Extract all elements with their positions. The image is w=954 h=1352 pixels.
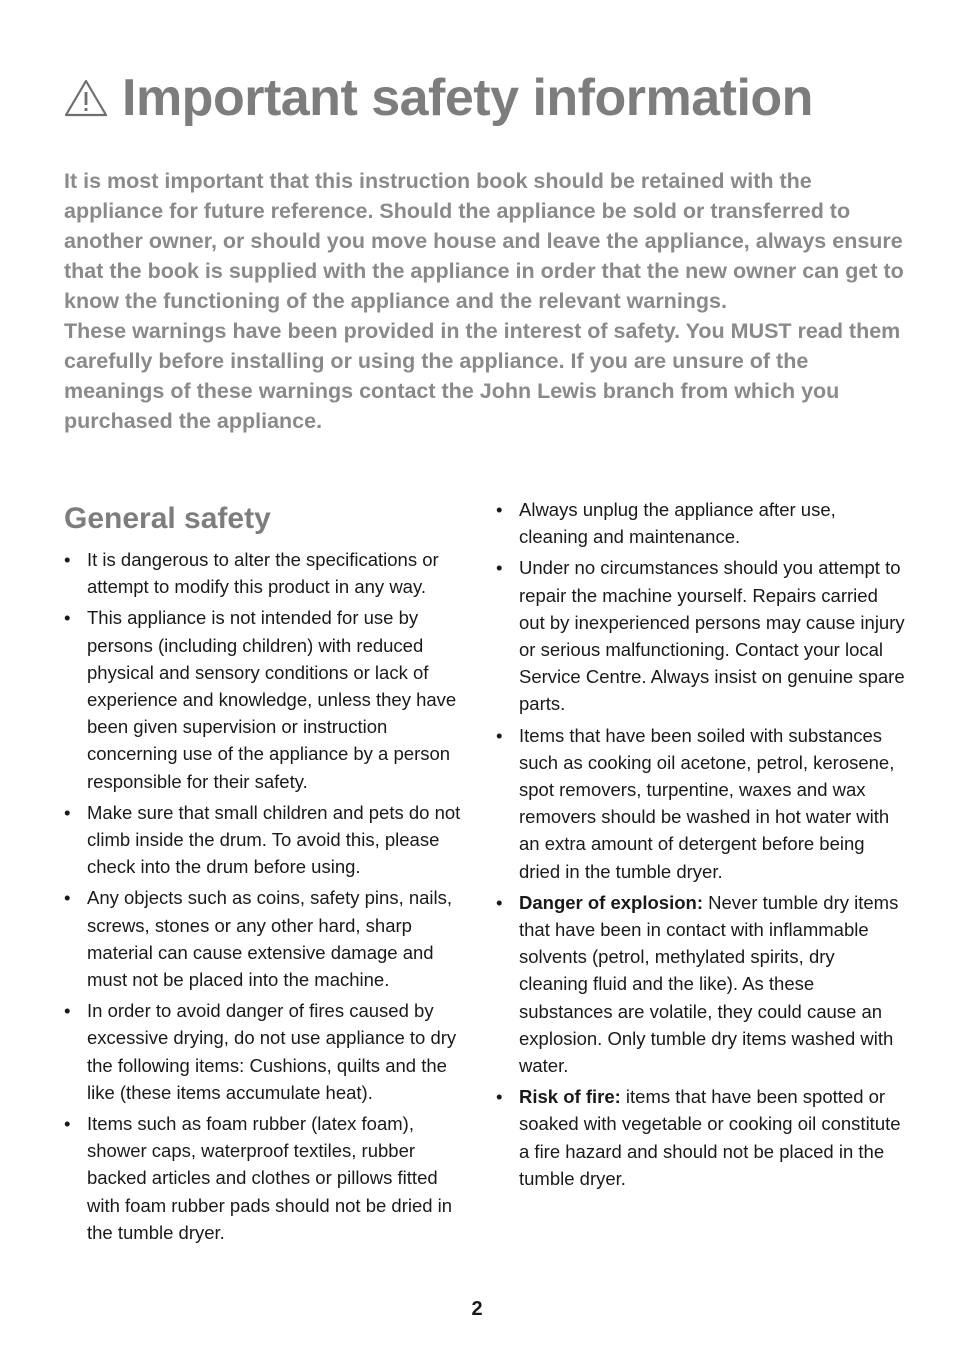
bullet-icon: •: [496, 1086, 503, 1108]
bullet-icon: •: [64, 1113, 71, 1135]
list-item: • Any objects such as coins, safety pins, nails, screws, stones or any other hard, sharp material can cause extensive damage and must not be placed into the machine.: [64, 884, 474, 993]
bullet-icon: •: [64, 887, 71, 909]
bullet-icon: •: [496, 557, 503, 579]
title-row: [64, 68, 813, 128]
list-item: • Always unplug the appliance after use, cleaning and maintenance.: [496, 496, 906, 550]
list-item: • Make sure that small children and pets do not climb inside the drum. To avoid this, please check into the drum before using.: [64, 799, 474, 881]
section-heading: General safety: [64, 502, 271, 535]
bullet-icon: •: [64, 549, 71, 570]
list-item: • Items such as foam rubber (latex foam), shower caps, waterproof textiles, rubber backed articles and clothes or pillows fitted with foam rubber pads should not be dried in the tumble dryer.: [64, 1110, 474, 1246]
bullet-icon: •: [496, 499, 503, 520]
bullet-icon: •: [64, 1000, 71, 1022]
bullet-icon: •: [496, 891, 503, 913]
left-column: [64, 496, 474, 1250]
warning-triangle-icon: [64, 78, 108, 118]
page-title: Important safety information: [122, 69, 813, 127]
list-item: • Items that have been soiled with substances such as cooking oil acetone, petrol, kerosene, spot removers, turpentine, waxes and wax removers should be washed in hot water with an extra amount of detergent before being dried in the tumble dryer.: [496, 722, 906, 885]
list-item: • In order to avoid danger of fires caused by excessive drying, do not use appliance to dry the following items: Cushions, quilts and the like (these items accumulate heat).: [64, 997, 474, 1106]
list-item: • It is dangerous to alter the specifications or attempt to modify this product in any way.: [64, 546, 474, 600]
bullet-icon: •: [64, 607, 71, 629]
list-item: • This appliance is not intended for use by persons (including children) with reduced physical and sensory conditions or lack of experience and knowledge, unless they have been given supervision or instruction concerning use of the appliance by a person responsible for their safety.: [64, 604, 474, 794]
page-number: 2: [471, 1298, 483, 1320]
right-bullet-list: [496, 496, 906, 1192]
right-column: [496, 496, 906, 1196]
list-item: • Under no circumstances should you attempt to repair the machine yourself. Repairs carried out by inexperienced persons may cause injury or serious malfunctioning. Contact your local Service Centre. Always insist on genuine spare parts.: [496, 554, 906, 717]
bullet-icon: •: [64, 801, 71, 823]
list-item: • Danger of explosion: Never tumble dry items that have been in contact with inflammable solvents (petrol, methylated spirits, dry cleaning fluid and the like). As these substances are volatile, they could cause an explosion. Only tumble dry items washed with water.: [496, 889, 906, 1079]
intro-paragraph-2: These warnings have been provided in the interest of safety. You MUST read them carefully before installing or using the appliance. If you are unsure of the meanings of these warnings contact the John Lewis branch from which you purchased the appliance.: [64, 319, 901, 433]
intro-paragraph-1: It is most important that this instruction book should be retained with the appliance for future reference. Should the appliance be sold or transferred to another owner, or should you move house and leave the appliance, always ensure that the book is supplied with the appliance in order that the new owner can get to know the functioning of the appliance and the relevant warnings.: [64, 169, 904, 313]
bullet-icon: •: [496, 724, 503, 746]
left-bullet-list: [64, 546, 474, 1246]
list-item: • Risk of fire: items that have been spotted or soaked with vegetable or cooking oil constitute a fire hazard and should not be placed in the tumble dryer.: [496, 1083, 906, 1192]
intro-text: [64, 166, 904, 436]
